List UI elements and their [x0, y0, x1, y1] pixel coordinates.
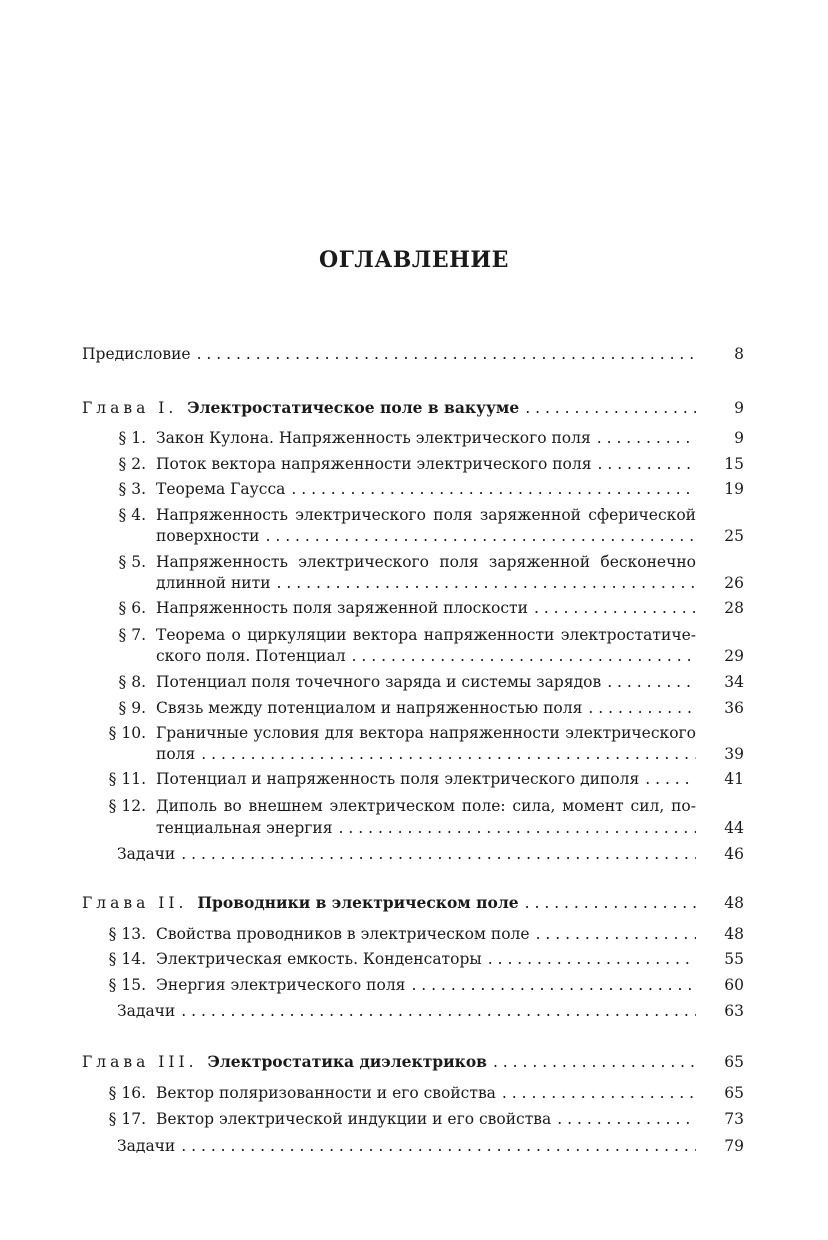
section-number: § 3. [118, 480, 146, 498]
problems-label: Задачи [117, 1002, 176, 1020]
toc-page-number: 41 [724, 770, 744, 788]
toc-problems-1[interactable] [0, 843, 828, 865]
toc-page-number: 60 [724, 976, 744, 994]
chapter-title: Проводники в электрическом поле [197, 893, 519, 912]
section-title: Связь между потенциалом и напряженностью поля [156, 699, 583, 717]
toc-section-10[interactable] [0, 722, 828, 744]
chapter-prefix: Глава II. [82, 894, 188, 912]
toc-problems-3[interactable] [0, 1135, 828, 1157]
section-title: Электрическая емкость. Конденсаторы [156, 950, 482, 968]
toc-page-number: 63 [724, 1002, 744, 1020]
toc-page-number: 19 [724, 480, 744, 498]
toc-page-number: 44 [724, 819, 744, 837]
section-number: § 14. [108, 950, 146, 968]
toc-section-1[interactable] [0, 427, 828, 449]
section-title: Потенциал и напряженность поля электрического диполя [156, 770, 640, 788]
toc-section-10-cont[interactable] [0, 743, 828, 765]
toc-section-13[interactable] [0, 923, 828, 945]
toc-page-number: 28 [724, 599, 744, 617]
toc-section-4-cont[interactable] [0, 525, 828, 547]
toc-page-number: 8 [734, 345, 744, 363]
toc-section-3[interactable] [0, 478, 828, 500]
section-title: Свойства проводников в электрическом поле [156, 925, 530, 943]
toc-section-11[interactable] [0, 768, 828, 790]
section-title: Энергия электрического поля [156, 976, 406, 994]
toc-page-number: 48 [724, 894, 744, 912]
toc-section-7-cont[interactable] [0, 645, 828, 667]
toc-chapter-1[interactable] [0, 397, 828, 419]
toc-section-16[interactable] [0, 1082, 828, 1104]
page-title: ОГЛАВЛЕНИЕ [319, 247, 509, 273]
chapter-title: Электростатика диэлектриков [207, 1052, 487, 1071]
toc-page-number: 36 [724, 699, 744, 717]
section-number: § 17. [108, 1110, 146, 1128]
section-title: Напряженность поля заряженной плоскости [156, 599, 528, 617]
section-title: Вектор электрической индукции и его свойства [156, 1110, 552, 1128]
section-title: Потенциал поля точечного заряда и системы зарядов [156, 673, 602, 691]
toc-section-14[interactable] [0, 948, 828, 970]
section-title-line1: Напряженность электрического поля заряженной сферической [156, 506, 696, 524]
toc-page-number: 73 [724, 1110, 744, 1128]
section-title-line2: ского поля. Потенциал [156, 647, 346, 665]
section-number: § 4. [118, 506, 146, 524]
section-number: § 2. [118, 455, 146, 473]
section-title-line1: Напряженность электрического поля заряженной бесконечно [156, 553, 696, 571]
toc-section-4[interactable] [0, 504, 828, 526]
problems-label: Задачи [117, 1137, 176, 1155]
section-title-line1: Теорема о циркуляции вектора напряженности электростатиче- [156, 626, 696, 644]
toc-page-number: 46 [724, 845, 744, 863]
section-number: § 13. [108, 925, 146, 943]
toc-section-2[interactable] [0, 453, 828, 475]
toc-section-6[interactable] [0, 597, 828, 619]
problems-label: Задачи [117, 845, 176, 863]
section-number: § 1. [118, 429, 146, 447]
toc-page-number: 29 [724, 647, 744, 665]
section-number: § 16. [108, 1084, 146, 1102]
chapter-title: Электростатическое поле в вакууме [187, 398, 520, 417]
toc-page-number: 15 [724, 455, 744, 473]
toc-section-15[interactable] [0, 974, 828, 996]
section-number: § 11. [108, 770, 146, 788]
section-title-line2: длинной нити [156, 574, 271, 592]
section-number: § 9. [118, 699, 146, 717]
toc-entry-label: Предисловие [82, 345, 191, 363]
toc-chapter-3[interactable] [0, 1051, 828, 1073]
toc-section-17[interactable] [0, 1108, 828, 1130]
section-number: § 6. [118, 599, 146, 617]
section-title: Теорема Гаусса [156, 480, 286, 498]
toc-page-number: 65 [724, 1084, 744, 1102]
toc-page-number: 9 [734, 399, 744, 417]
toc-problems-2[interactable] [0, 1000, 828, 1022]
toc-page-number: 79 [724, 1137, 744, 1155]
toc-page-number: 34 [724, 673, 744, 691]
toc-section-9[interactable] [0, 697, 828, 719]
toc-section-5[interactable] [0, 551, 828, 573]
toc-page-number: 39 [724, 745, 744, 763]
toc-page-number: 26 [724, 574, 744, 592]
toc-page-number: 48 [724, 925, 744, 943]
toc-entry-preface[interactable] [0, 343, 828, 365]
section-title-line2: поля [156, 745, 196, 763]
section-title: Поток вектора напряженности электрического поля [156, 455, 592, 473]
toc-page-number: 65 [724, 1053, 744, 1071]
toc-page-number: 55 [724, 950, 744, 968]
section-number: § 12. [108, 797, 146, 815]
toc-section-5-cont[interactable] [0, 572, 828, 594]
toc-section-12-cont[interactable] [0, 817, 828, 839]
toc-section-12[interactable] [0, 795, 828, 817]
section-number: § 15. [108, 976, 146, 994]
section-title-line2: поверхности [156, 527, 260, 545]
toc-page-number: 25 [724, 527, 744, 545]
toc-chapter-2[interactable] [0, 892, 828, 914]
section-title: Вектор поляризованности и его свойства [156, 1084, 496, 1102]
toc-section-7[interactable] [0, 624, 828, 646]
chapter-prefix: Глава III. [82, 1053, 198, 1071]
toc-page-number: 9 [734, 429, 744, 447]
section-title-line2: тенциальная энергия [156, 819, 333, 837]
section-number: § 5. [118, 553, 146, 571]
section-number: § 7. [118, 626, 146, 644]
section-number: § 10. [108, 724, 146, 742]
section-title: Закон Кулона. Напряженность электрического поля [156, 429, 591, 447]
chapter-prefix: Глава I. [82, 399, 178, 417]
section-title-line1: Диполь во внешнем электрическом поле: сила, момент сил, по- [156, 797, 696, 815]
toc-section-8[interactable] [0, 671, 828, 693]
section-number: § 8. [118, 673, 146, 691]
section-title-line1: Граничные условия для вектора напряженности электрического [156, 724, 696, 742]
